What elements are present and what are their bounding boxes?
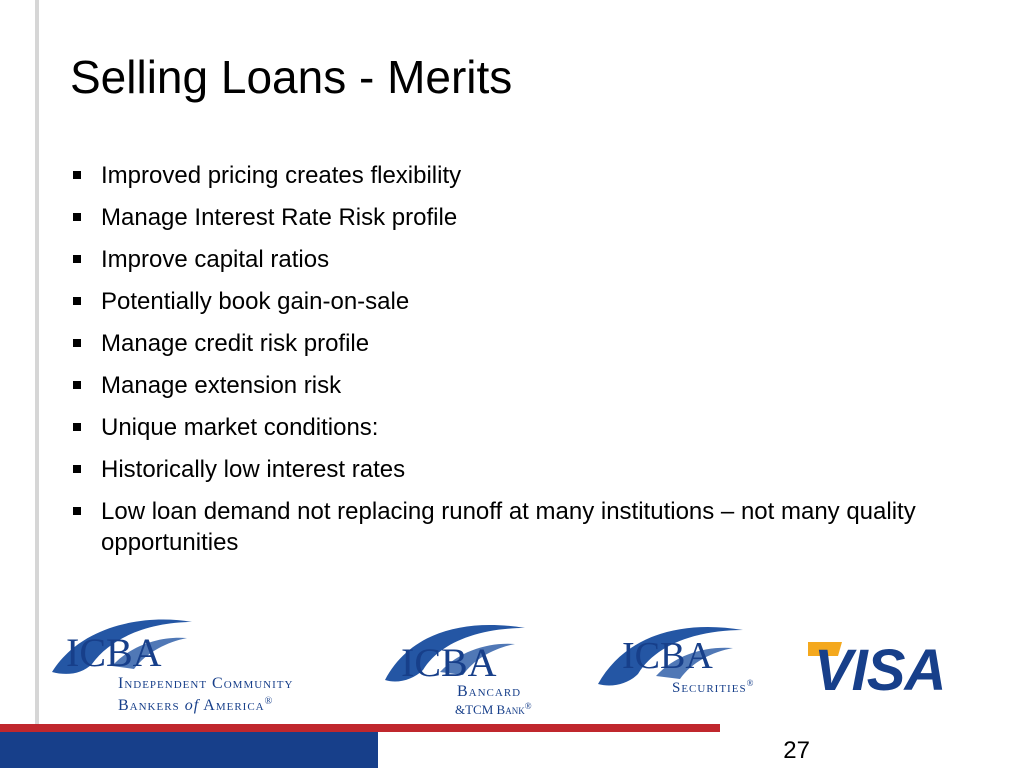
icba-logo	[52, 614, 377, 714]
bullet-text: Manage extension risk	[101, 372, 342, 399]
visa-logo-graphic	[808, 630, 978, 700]
bullet-text: Improve capital ratios	[101, 246, 330, 273]
icba-line2-of: of	[184, 697, 200, 714]
visa-logo	[808, 630, 978, 700]
icba-line1: Independent Community	[118, 675, 294, 692]
list-item	[70, 286, 990, 317]
bancard-wordmark: ICBA	[401, 640, 497, 685]
bullet-square-icon	[73, 297, 81, 305]
bullet-text: Low loan demand not replacing runoff at many institutions – not many quality opportunities	[101, 498, 916, 556]
list-item	[70, 496, 990, 558]
svg-text:&TCM Bank®	[455, 701, 532, 717]
bancard-line1: Bancard	[457, 683, 522, 700]
list-item	[70, 454, 990, 485]
bullet-square-icon	[73, 507, 81, 515]
page-number: 27	[783, 737, 810, 764]
footer-blue-bar	[0, 732, 378, 768]
svg-text:Bankers of America®	[118, 696, 273, 714]
icba-bancard-logo	[385, 618, 575, 718]
list-item	[70, 412, 990, 443]
securities-line1: Securities	[672, 680, 747, 696]
bullet-list	[70, 160, 990, 569]
footer-red-bar	[0, 724, 720, 732]
bancard-reg: ®	[524, 701, 532, 711]
bullet-text: Potentially book gain-on-sale	[101, 288, 410, 315]
bancard-line2: &TCM Bank	[455, 702, 525, 717]
icba-line2-a: Bankers	[118, 697, 180, 714]
bullet-square-icon	[73, 465, 81, 473]
icba-bancard-logo-graphic	[385, 618, 575, 718]
icba-wordmark: ICBA	[66, 630, 162, 675]
bullet-square-icon	[73, 423, 81, 431]
icba-securities-logo	[598, 620, 798, 700]
securities-wordmark: ICBA	[622, 635, 713, 677]
bullet-square-icon	[73, 339, 81, 347]
bullet-square-icon	[73, 381, 81, 389]
list-item	[70, 160, 990, 191]
bullet-square-icon	[73, 213, 81, 221]
securities-reg: ®	[746, 678, 755, 688]
bullet-square-icon	[73, 171, 81, 179]
svg-text:Securities®	[672, 678, 754, 696]
bullet-text: Historically low interest rates	[101, 456, 406, 483]
bullet-square-icon	[73, 255, 81, 263]
list-item	[70, 328, 990, 359]
icba-line2-b: America	[203, 697, 265, 714]
logo-strip	[0, 600, 1024, 720]
bullet-text: Unique market conditions:	[101, 414, 379, 441]
bullet-text: Manage credit risk profile	[101, 330, 370, 357]
list-item	[70, 244, 990, 275]
icba-logo-graphic	[52, 614, 377, 714]
bullet-text: Improved pricing creates flexibility	[101, 162, 462, 189]
list-item	[70, 370, 990, 401]
list-item	[70, 202, 990, 233]
visa-wordmark: VISA	[814, 638, 946, 700]
icba-reg: ®	[264, 696, 274, 707]
bullet-text: Manage Interest Rate Risk profile	[101, 204, 458, 231]
slide-title: Selling Loans - Merits	[70, 51, 513, 103]
icba-securities-logo-graphic	[598, 620, 798, 700]
